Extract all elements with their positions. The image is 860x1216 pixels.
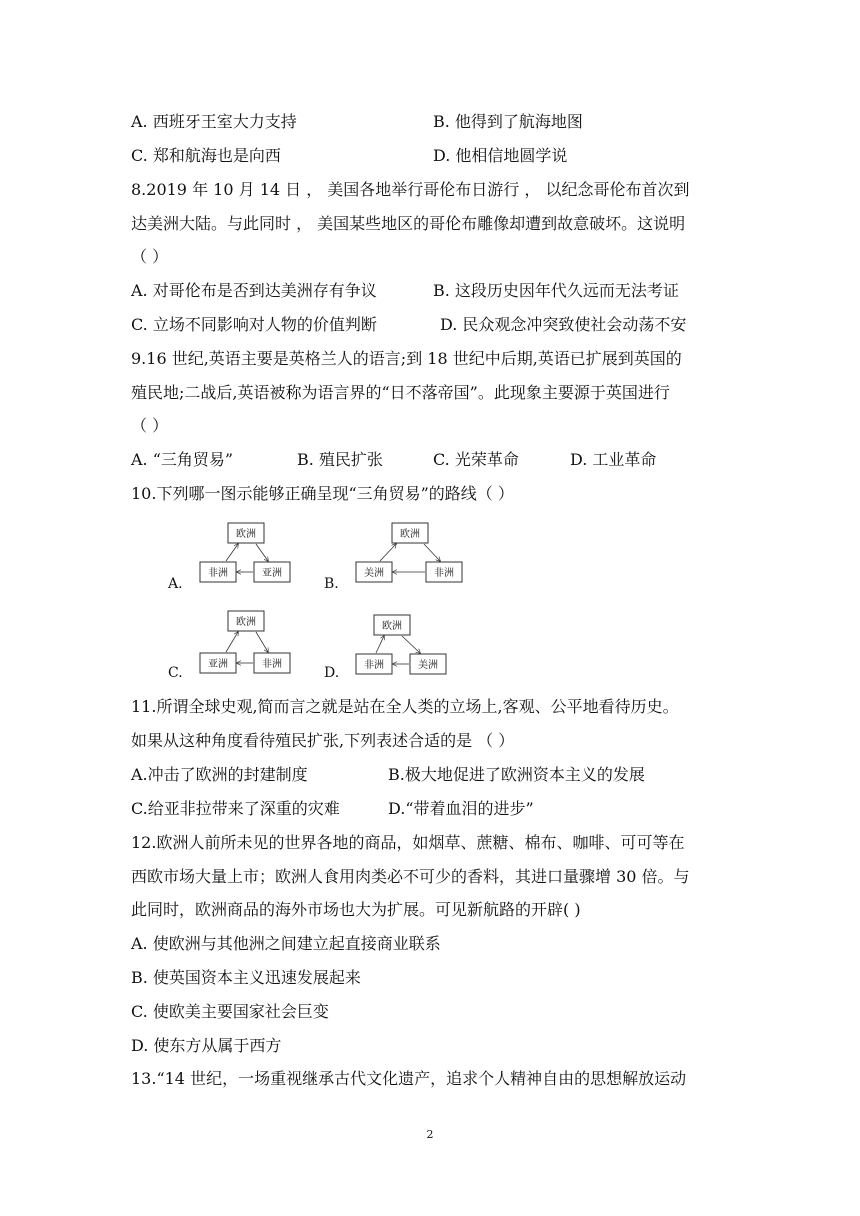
box-right-label: 非洲: [262, 659, 282, 670]
q9-option-b: B. 殖民扩张: [297, 450, 383, 469]
box-left-label: 非洲: [208, 568, 228, 579]
box-right-label: 非洲: [434, 568, 454, 579]
q11-option-a: A.冲击了欧洲的封建制度: [131, 765, 308, 784]
q8-stem-line-2: 达美洲大陆。与此同时 ， 美国某些地区的哥伦布雕像却遭到故意破坏。这说明: [131, 214, 686, 233]
arrow-left-to-top: [380, 544, 396, 561]
arrow-left-to-top: [226, 632, 238, 652]
box-top-label: 欧洲: [236, 617, 256, 628]
box-right-label: 亚洲: [262, 568, 282, 579]
q10-label-b: B.: [324, 576, 339, 592]
q10-stem: 10.下列哪一图示能够正确呈现“三角贸易”的路线（ ）: [131, 484, 514, 503]
q9-option-c: C. 光荣革命: [433, 450, 519, 469]
q10-diagram-a: [196, 518, 306, 588]
q11-stem-line-2: 如果从这种角度看待殖民扩张,下列表述合适的是 （ ）: [131, 731, 515, 750]
q9-answer-blank: （ ）: [131, 416, 169, 435]
q8-stem-line-1: 8.2019 年 10 月 14 日 ， 美国各地举行哥伦布日游行 ， 以纪念哥伦布首次到: [131, 180, 690, 199]
box-left-label: 美洲: [364, 568, 384, 579]
q8-answer-blank: （ ）: [131, 247, 169, 266]
q8-option-b: B. 这段历史因年代久远而无法考证: [433, 281, 679, 300]
q7-option-a: A. 西班牙王室大力支持: [131, 112, 297, 131]
box-left-label: 非洲: [364, 660, 384, 671]
arrow-top-to-right: [424, 544, 440, 561]
arrow-top-to-right: [402, 636, 420, 653]
q9-option-d: D. 工业革命: [570, 450, 657, 469]
q7-option-d: D. 他相信地圆学说: [433, 146, 568, 165]
arrow-left-to-top: [376, 636, 384, 653]
q7-option-c: C. 郑和航海也是向西: [131, 146, 281, 165]
q11-option-c: C.给亚非拉带来了深重的灾难: [131, 799, 340, 818]
box-right-label: 美洲: [418, 660, 438, 671]
q12-stem-line-2: 西欧市场大量上市；欧洲人食用肉类必不可少的香料，其进口量骤增 30 倍。与: [131, 867, 690, 886]
box-top-label: 欧洲: [400, 529, 420, 540]
q10-label-a: A.: [168, 576, 183, 592]
arrow-top-to-right: [256, 632, 268, 652]
box-top-label: 欧洲: [236, 529, 256, 540]
arrow-left-to-top: [226, 544, 238, 561]
q8-option-d: D. 民众观念冲突致使社会动荡不安: [440, 315, 687, 334]
q8-option-c: C. 立场不同影响对人物的价值判断: [131, 315, 377, 334]
q12-option-a: A. 使欧洲与其他洲之间建立起直接商业联系: [131, 934, 441, 953]
q10-diagram-c: [196, 608, 306, 678]
q10-label-d: D.: [324, 665, 340, 681]
q9-stem-line-1: 9.16 世纪,英语主要是英格兰人的语言;到 18 世纪中后期,英语已扩展到英国的: [131, 349, 682, 368]
q12-stem-line-1: 12.欧洲人前所未见的世界各地的商品，如烟草、蔗糖、棉布、咖啡、可可等在: [131, 833, 685, 852]
q9-option-a: A. “三角贸易”: [131, 450, 234, 469]
q10-diagram-b: [352, 518, 472, 588]
q10-label-c: C.: [168, 665, 183, 681]
q7-option-b: B. 他得到了航海地图: [433, 112, 583, 131]
q8-option-a: A. 对哥伦布是否到达美洲存有争议: [131, 281, 377, 300]
q9-stem-line-2: 殖民地;二战后,英语被称为语言界的“日不落帝国”。此现象主要源于英国进行: [131, 383, 670, 402]
q11-option-b: B.极大地促进了欧洲资本主义的发展: [388, 765, 645, 784]
arrow-top-to-right: [256, 544, 268, 561]
q13-stem-line-1: 13.“14 世纪，一场重视继承古代文化遗产，追求个人精神自由的思想解放运动: [131, 1069, 687, 1088]
q12-option-d: D. 使东方从属于西方: [131, 1036, 282, 1055]
q12-option-b: B. 使英国资本主义迅速发展起来: [131, 968, 361, 987]
q11-option-d: D.“带着血泪的进步”: [388, 799, 534, 818]
q12-stem-line-3: 此同时，欧洲商品的海外市场也大为扩展。可见新航路的开辟( ): [131, 900, 581, 919]
q10-diagram-d: [352, 608, 462, 678]
q12-option-c: C. 使欧美主要国家社会巨变: [131, 1002, 329, 1021]
box-left-label: 亚洲: [208, 659, 228, 670]
q11-stem-line-1: 11.所谓全球史观,简而言之就是站在全人类的立场上,客观、公平地看待历史。: [131, 697, 679, 716]
page-number: 2: [426, 1128, 434, 1141]
box-top-label: 欧洲: [382, 621, 402, 632]
